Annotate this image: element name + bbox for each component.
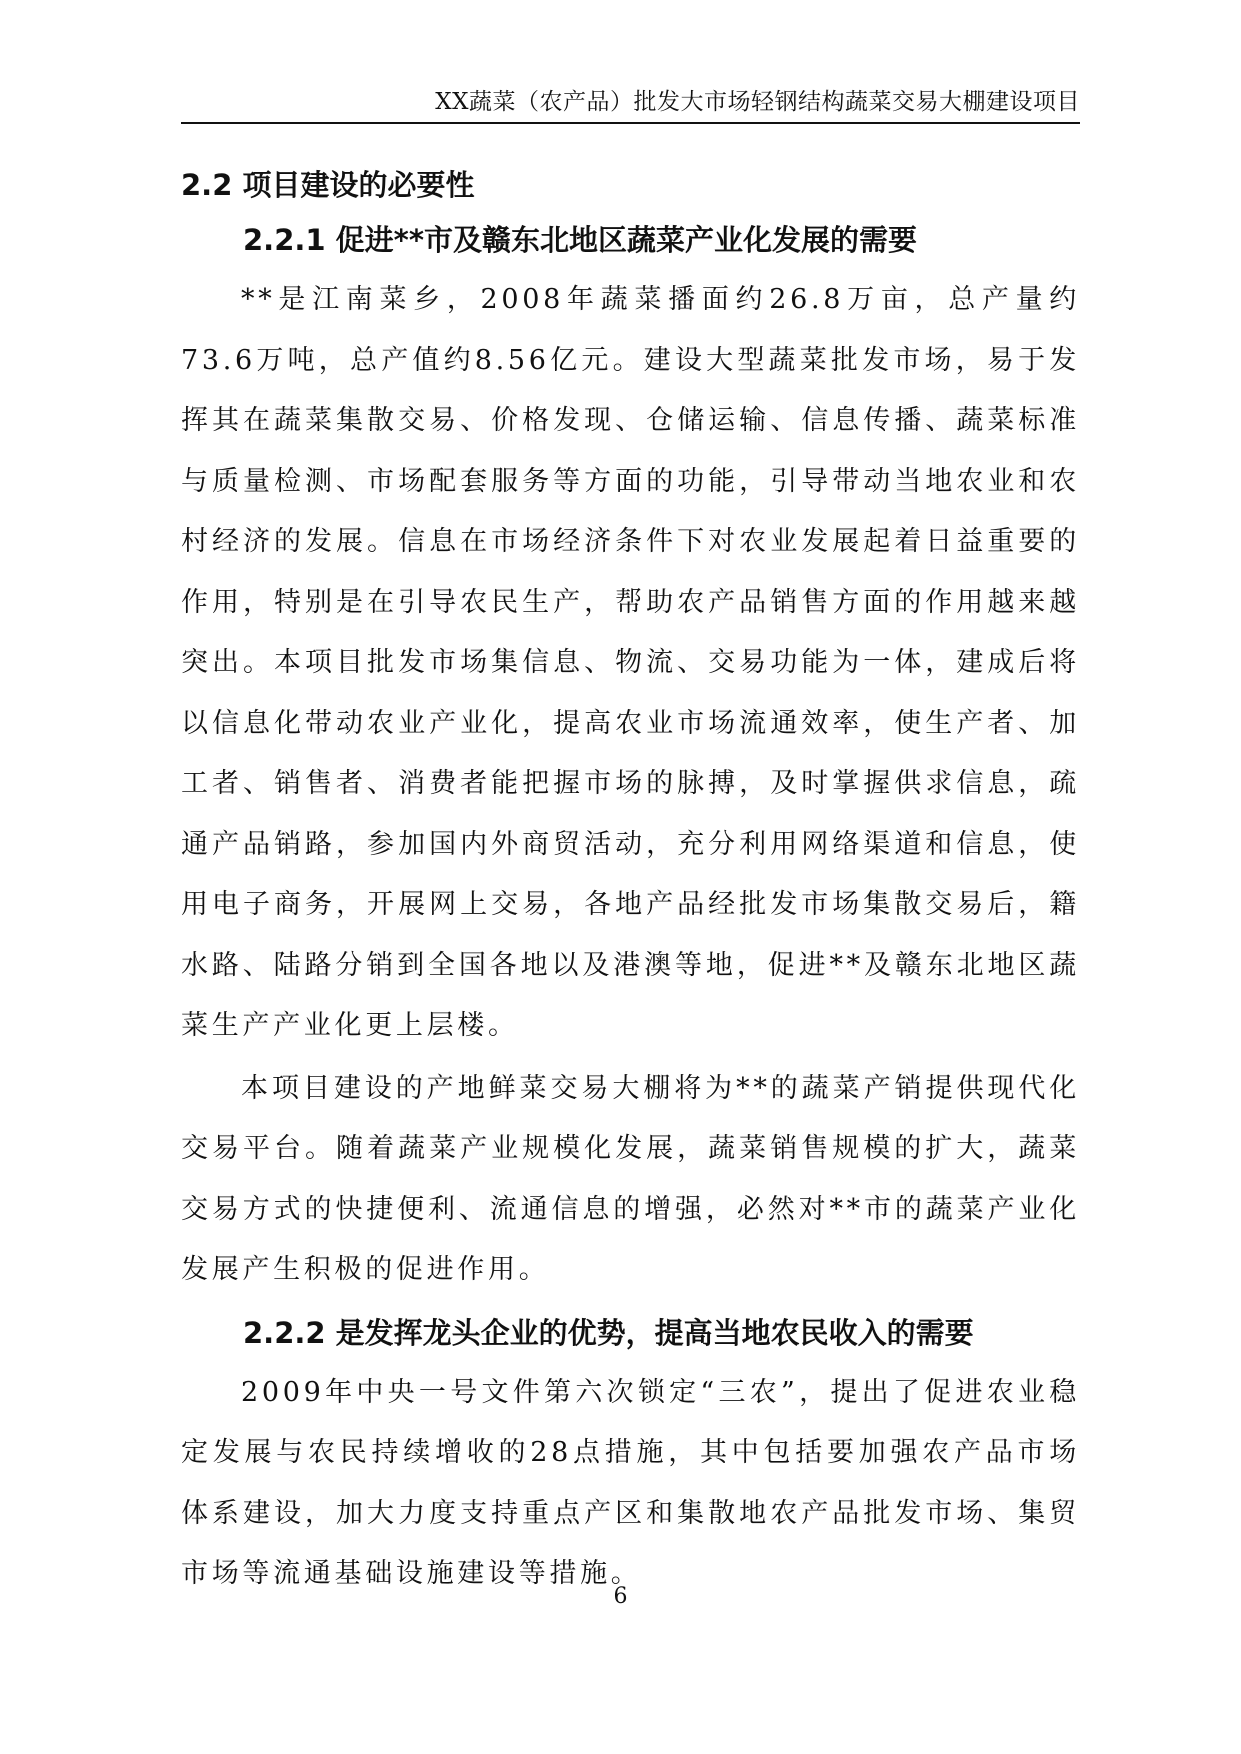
- page-content: [181, 160, 1080, 1605]
- page-header: [181, 82, 1080, 124]
- document-title: XX蔬菜（农产品）批发大市场轻钢结构蔬菜交易大棚建设项目: [435, 89, 1080, 115]
- subsection-heading-2-2-1: 2.2.1 促进**市及赣东北地区蔬菜产业化发展的需要: [243, 223, 917, 257]
- paragraph: **是江南菜乡，2008年蔬菜播面约26.8万亩，总产量约73.6万吨，总产值约8.56亿元。建设大型蔬菜批发市场，易于发挥其在蔬菜集散交易、价格发现、仓储运输、信息传播、蔬菜标准与质量检测、市场配套服务等方面的功能，引导带动当地农业和农村经济的发展。信息在市场经济条件下对农业发展起着日益重要的作用，特别是在引导农民生产，帮助农产品销售方面的作用越来越突出。本项目批发市场集信息、物流、交易功能为一体，建成后将以信息化带动农业产业化，提高农业市场流通效率，使生产者、加工者、销售者、消费者能把握市场的脉搏，及时掌握供求信息，疏通产品销路，参加国内外商贸活动，充分利用网络渠道和信息，使用电子商务，开展网上交易，各地产品经批发市场集散交易后，籍水路、陆路分销到全国各地以及港澳等地，促进**及赣东北地区蔬菜生产产业化更上层楼。: [181, 284, 1080, 1041]
- page-number: 6: [613, 1584, 628, 1609]
- section-heading: 2.2 项目建设的必要性: [181, 168, 475, 202]
- subsection-heading-2-2-2: 2.2.2 是发挥龙头企业的优势，提高当地农民收入的需要: [243, 1315, 974, 1350]
- paragraph: 2009年中央一号文件第六次锁定“三农”，提出了促进农业稳定发展与农民持续增收的28点措施，其中包括要加强农产品市场体系建设，加大力度支持重点产区和集散地农产品批发市场、集贸市场等流通基础设施建设等措施。: [181, 1376, 1080, 1589]
- paragraph: 本项目建设的产地鲜菜交易大棚将为**的蔬菜产销提供现代化交易平台。随着蔬菜产业规模化发展，蔬菜销售规模的扩大，蔬菜交易方式的快捷便利、流通信息的增强，必然对**市的蔬菜产业化发展产生积极的促进作用。: [181, 1072, 1080, 1285]
